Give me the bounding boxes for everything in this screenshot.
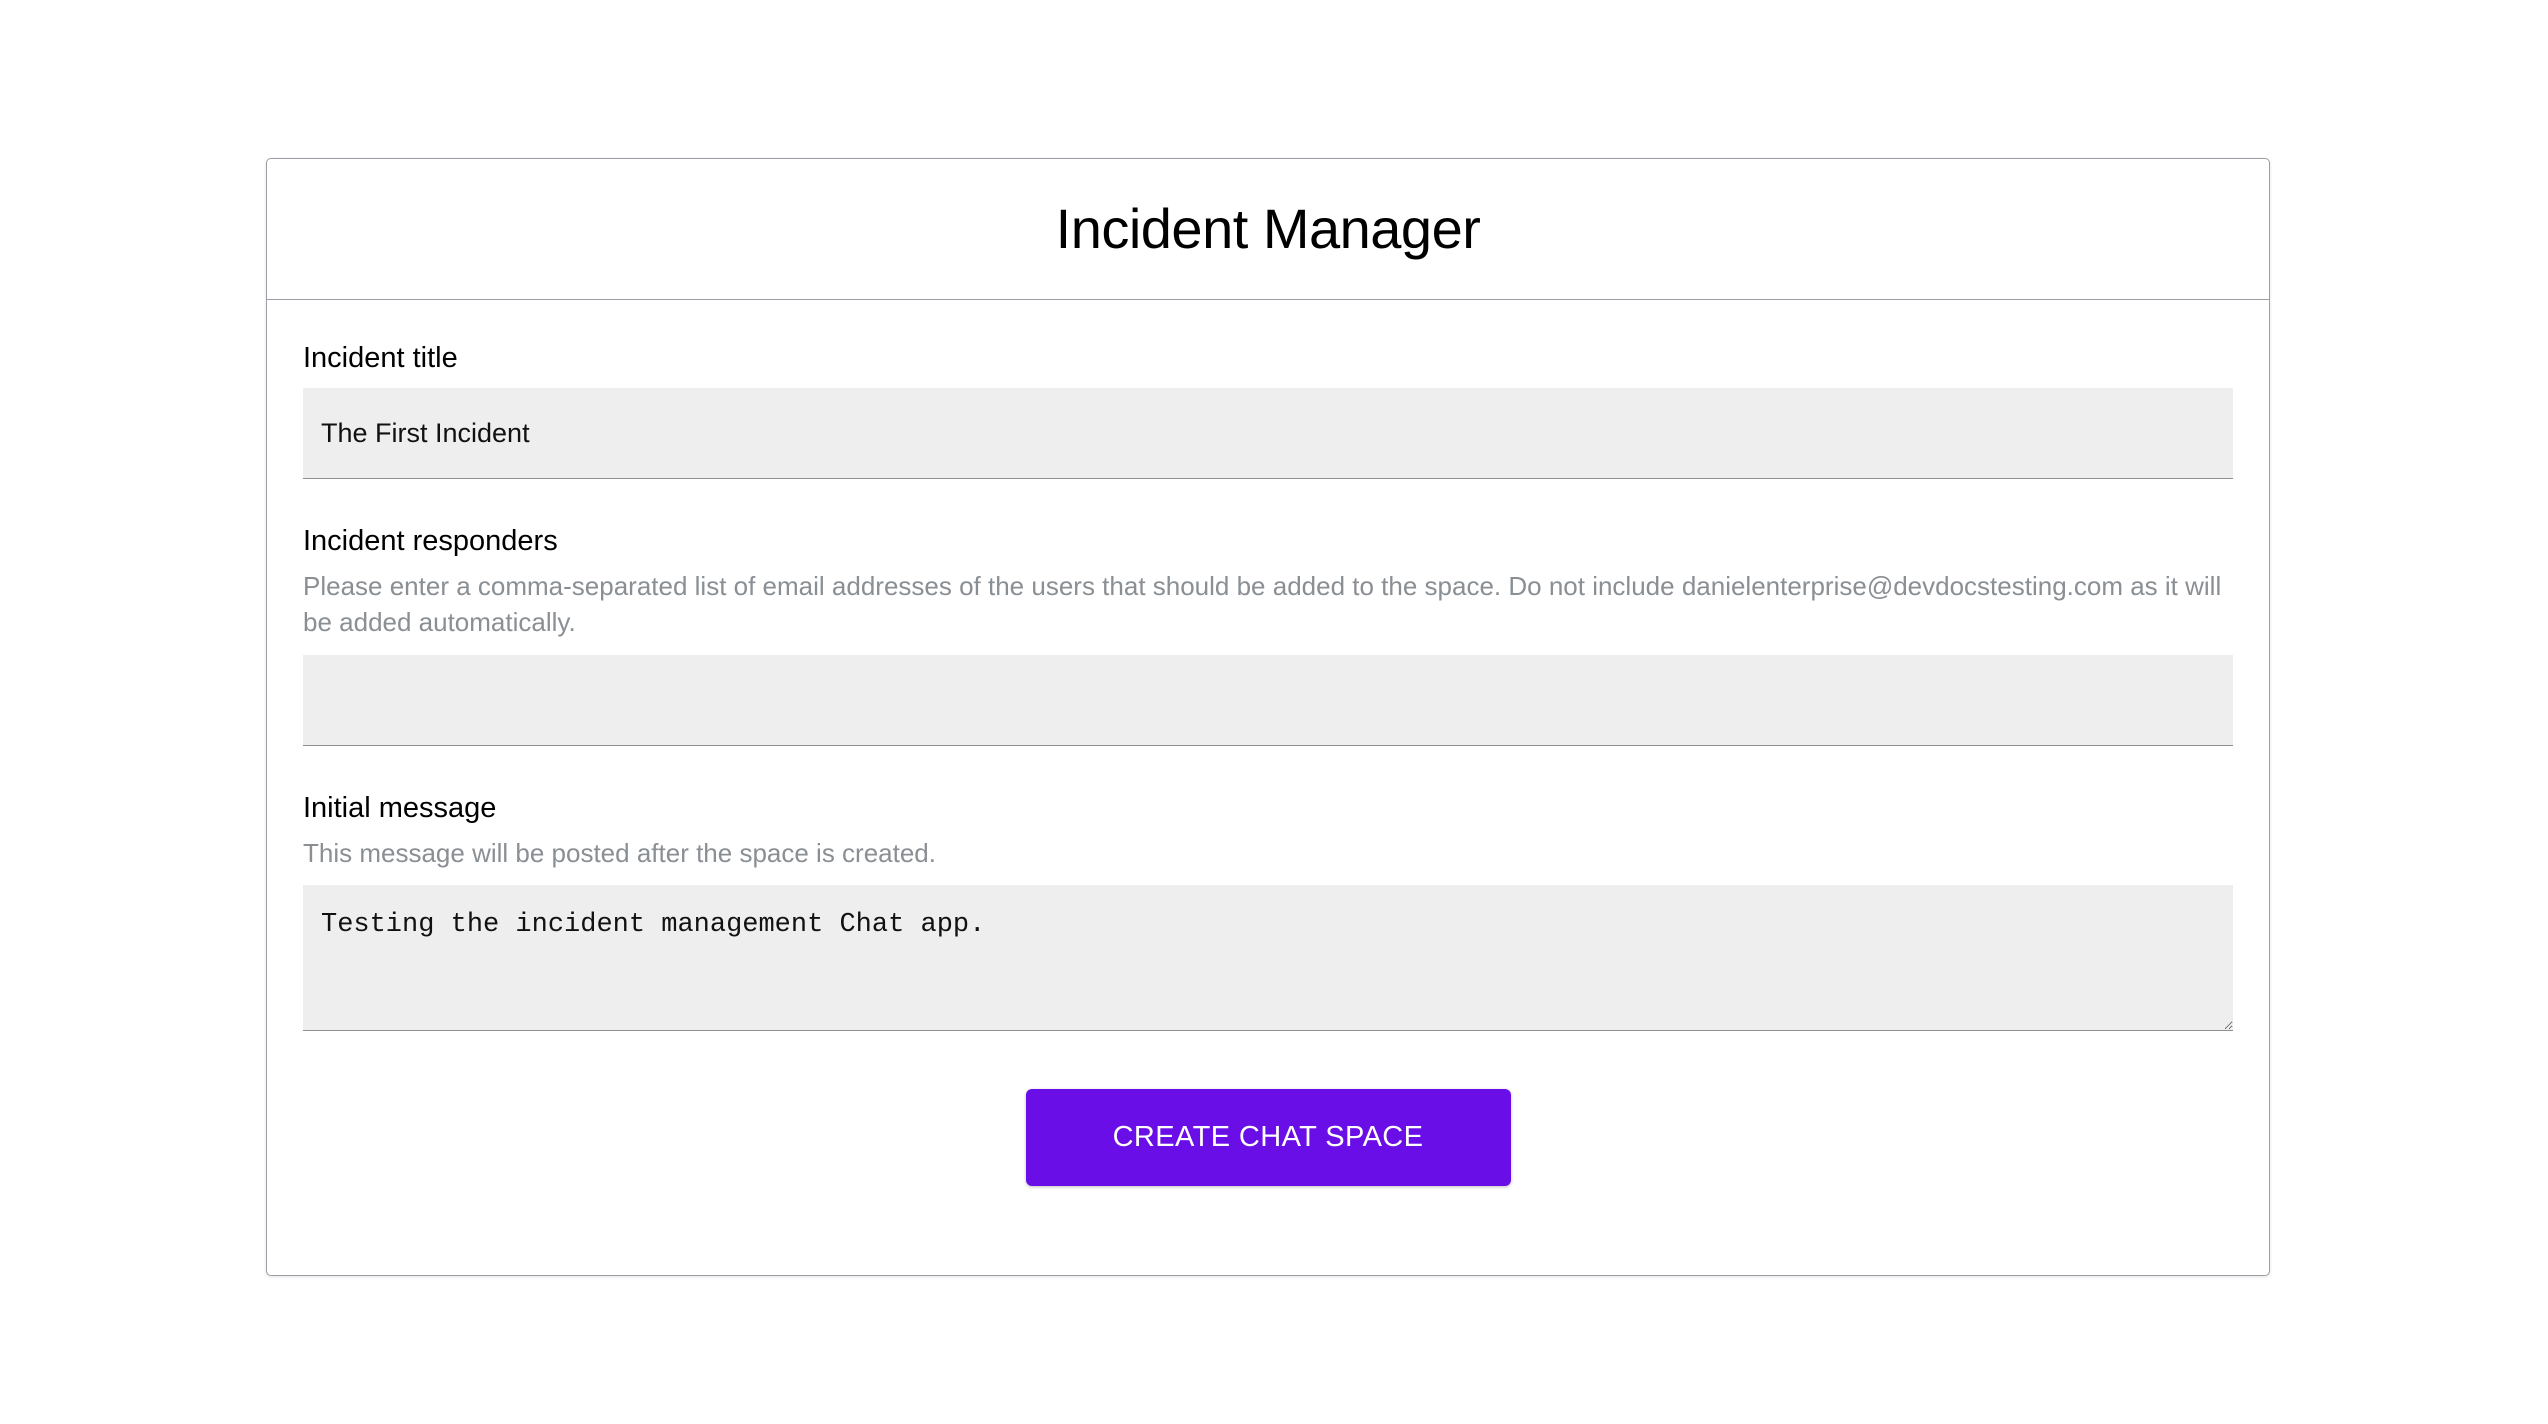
initial-message-textarea[interactable] [303, 885, 2233, 1031]
field-incident-responders [303, 523, 2233, 746]
page-title: Incident Manager [1055, 197, 1481, 260]
incident-responders-input[interactable] [303, 655, 2233, 746]
field-incident-title [303, 340, 2233, 479]
button-row [303, 1089, 2233, 1186]
incident-title-label: Incident title [303, 342, 458, 374]
card-body [267, 300, 2269, 1186]
incident-responders-label: Incident responders [303, 525, 558, 558]
initial-message-help: This message will be posted after the space is created. [303, 837, 936, 868]
incident-title-input[interactable] [303, 388, 2233, 479]
incident-manager-card [266, 158, 2270, 1276]
card-header [267, 159, 2269, 300]
field-initial-message [303, 790, 2233, 1031]
incident-responders-help: Please enter a comma-separated list of email addresses of the users that should be added to the space. Do not include danielenterprise@devdocstesting.com as it will be added automatically. [303, 570, 2222, 638]
initial-message-label: Initial message [303, 792, 497, 825]
create-chat-space-button[interactable]: CREATE CHAT SPACE [1026, 1089, 1511, 1186]
